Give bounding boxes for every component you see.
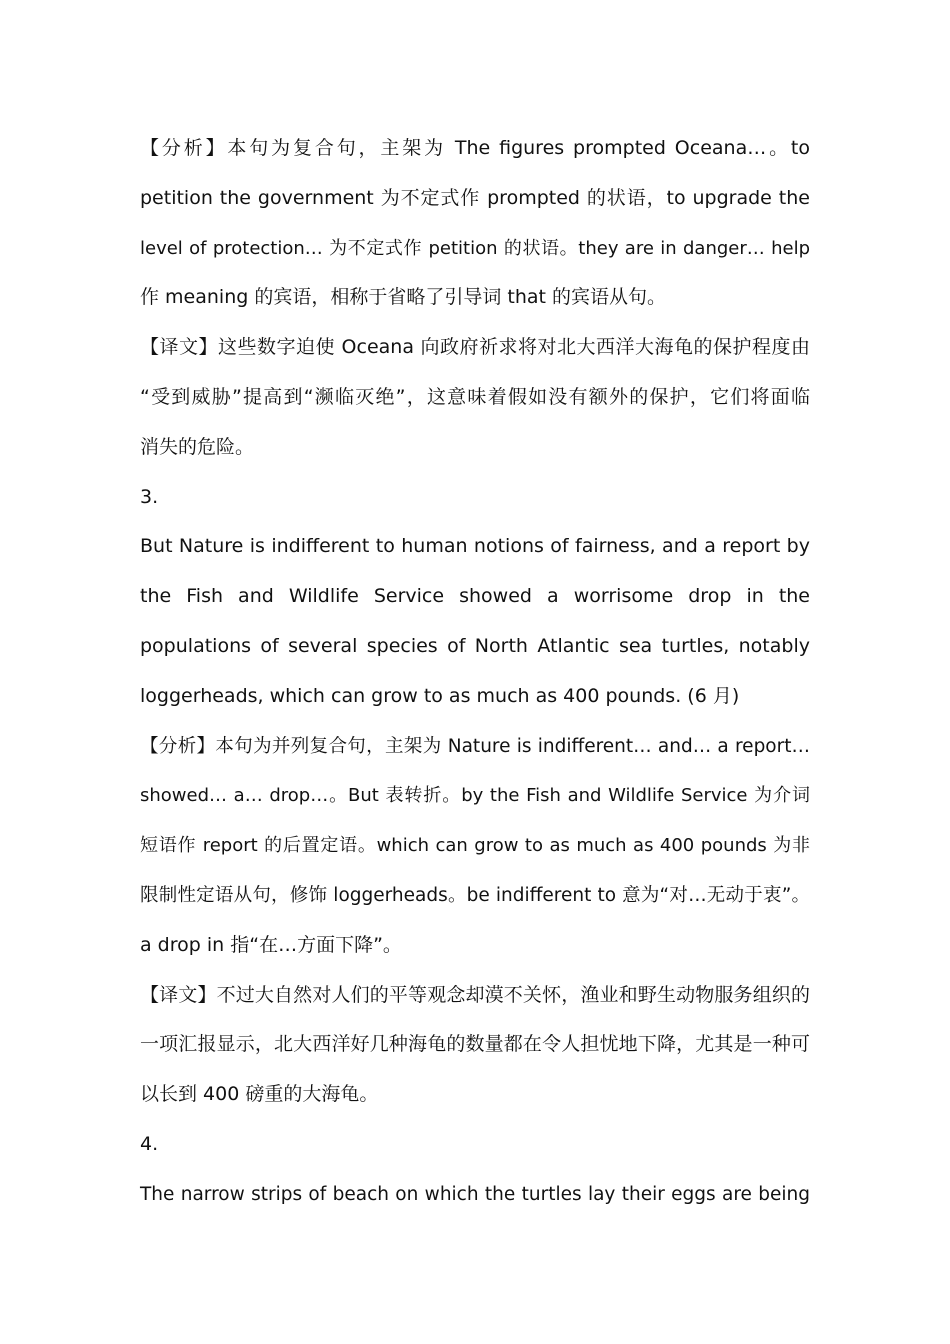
translation-3-line-3: 以长到 400 磅重的大海龟。 [140,1083,379,1106]
translation-2-line-1: 【译文】这些数字迫使 Oceana 向政府祈求将对北大西洋大海龟的保护程度由 [140,336,810,359]
translation-3-line-1: 【译文】不过大自然对人们的平等观念却漠不关怀，渔业和野生动物服务组织的 [140,983,810,1006]
sentence-3-line-1: But Nature is indifferent to human notions of fairness, and a report by [140,535,810,558]
analysis-2-line-3: level of protection… 为不定式作 petition 的状语。they are in danger… help [140,237,810,259]
analysis-2-line-1: 【分析】本句为复合句，主架为 The figures prompted Oceana…。to [140,137,810,159]
analysis-2-line-4: 作 meaning 的宾语，相称于省略了引导词 that 的宾语从句。 [140,286,667,309]
sentence-3-line-2: the Fish and Wildlife Service showed a worrisome drop in the [140,585,810,608]
document-body [140,124,810,1220]
translation-3-line-2: 一项汇报显示，北大西洋好几种海龟的数量都在令人担忧地下降，尤其是一种可 [140,1033,810,1056]
analysis-3-line-1: 【分析】本句为并列复合句，主架为 Nature is indifferent… and… a report… [140,735,810,757]
analysis-3-line-5: a drop in 指“在…方面下降”。 [140,933,402,956]
analysis-3-line-3: 短语作 report 的后置定语。which can grow to as much as 400 pounds 为非 [140,835,810,857]
analysis-3-line-4: 限制性定语从句，修饰 loggerheads。be indifferent to 意为“对…无动于衷”。 [140,884,810,906]
translation-2-line-3: 消失的危险。 [140,435,255,458]
analysis-2-line-2: petition the government 为不定式作 prompted 的状语，to upgrade the [140,186,810,209]
analysis-3-line-2: showed… a… drop…。But 表转折。by the Fish and Wildlife Service 为介词 [140,785,810,807]
translation-2-line-2: “受到威胁”提高到“濒临灭绝”，这意味着假如没有额外的保护，它们将面临 [140,385,810,408]
sentence-3-line-4: loggerheads, which can grow to as much as 400 pounds. (6 月) [140,684,740,707]
sentence-4-line-1: The narrow strips of beach on which the turtles lay their eggs are being [140,1183,810,1205]
item-number-4: 4. [140,1132,159,1155]
item-number-3: 3. [140,485,159,508]
sentence-3-line-3: populations of several species of North Atlantic sea turtles, notably [140,634,810,657]
